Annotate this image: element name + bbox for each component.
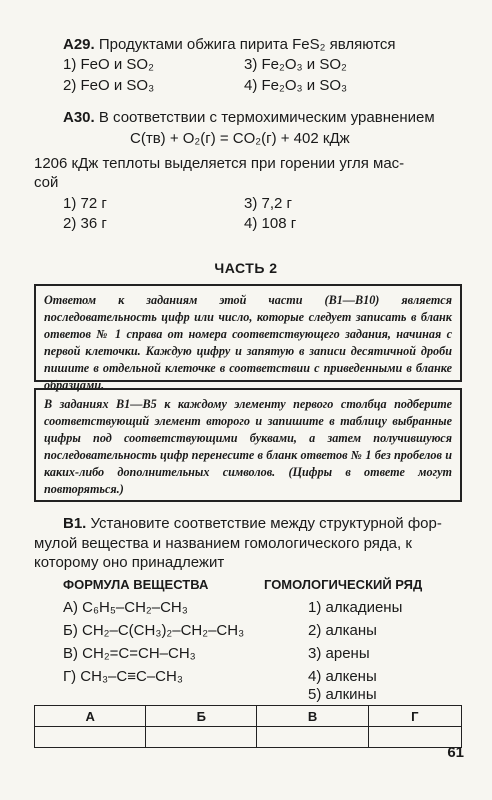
b1-series-2: 2) алканы	[308, 622, 377, 639]
b1-formula-g: Г) CH₃–C≡C–CH₃	[63, 668, 183, 685]
b1-question-text-1: Установите соответствие между структурной фор-	[90, 515, 442, 532]
a30-statement-line2: сой	[34, 174, 59, 191]
b1-answer-cell-b[interactable]	[146, 727, 257, 748]
b1-formula-header: ФОРМУЛА ВЕЩЕСТВА	[63, 577, 209, 592]
page-number: 61	[447, 744, 464, 761]
b1-answer-cell-v[interactable]	[257, 727, 368, 748]
b1-formula-v: В) CH₂=C=CH–CH₃	[63, 645, 196, 662]
a30-option-3: 3) 7,2 г	[244, 195, 292, 212]
a30-option-4: 4) 108 г	[244, 215, 297, 232]
b1-number: В1.	[63, 515, 87, 532]
part2-instruction-box-2	[34, 388, 462, 502]
a30-option-1: 1) 72 г	[63, 195, 107, 212]
a29-question-text: Продуктами обжига пирита FeS₂ являются	[98, 36, 396, 53]
b1-question-line2: мулой вещества и названием гомологического ряда, к	[34, 535, 412, 552]
a30-number: А30.	[63, 109, 95, 126]
part2-instruction-1: Ответом к заданиям этой части (В1—В10) является последовательность цифр или число, которые следует записать в бланк ответов № 1 справа от номера соответствующего задания, начиная с первой клеточки. Каждую цифру и запятую в записи десятичной дроби пишите в отдельной клеточке в соответствии с приведенными в бланке образцами.	[44, 293, 452, 392]
b1-question-line1	[63, 515, 442, 533]
b1-answer-header-g: Г	[368, 706, 461, 727]
a29-option-4: 4) Fe₂O₃ и SO₃	[244, 77, 348, 94]
b1-answer-cell-a[interactable]	[35, 727, 146, 748]
b1-formula-b: Б) CH₂–C(CH₃)₂–CH₂–CH₃	[63, 622, 245, 639]
b1-answer-table	[34, 705, 462, 748]
a29-question	[63, 36, 396, 54]
a30-question-text: В соответствии с термохимическим уравнением	[98, 109, 435, 126]
part2-instruction-box-1	[34, 284, 462, 392]
b1-series-header: ГОМОЛОГИЧЕСКИЙ РЯД	[264, 577, 423, 592]
a29-number: А29.	[63, 36, 95, 53]
a30-statement-line1: 1206 кДж теплоты выделяется при горении угля мас-	[34, 155, 405, 172]
b1-series-3: 3) арены	[308, 645, 370, 662]
b1-series-4: 4) алкены	[308, 668, 377, 685]
a29-option-1: 1) FeO и SO₂	[63, 56, 154, 73]
b1-series-5: 5) алкины	[308, 686, 377, 703]
a30-equation: C(тв) + O₂(г) = CO₂(г) + 402 кДж	[130, 130, 350, 147]
a29-option-2: 2) FeO и SO₃	[63, 77, 155, 94]
b1-question-line3: которому оно принадлежит	[34, 554, 225, 571]
b1-series-1: 1) алкадиены	[308, 599, 403, 616]
a30-question	[63, 109, 435, 127]
part2-instruction-2: В заданиях В1—В5 к каждому элементу первого столбца подберите соответствующий элемент второго и запишите в таблицу выбранные цифры под соответствующими буквами, а затем получившуюся последовательность цифр перенесите в бланк ответов № 1 без пробелов и каких-либо дополнительных символов. (Цифры в ответе могут повторяться.)	[44, 397, 452, 496]
a30-option-2: 2) 36 г	[63, 215, 107, 232]
part2-title: ЧАСТЬ 2	[214, 260, 278, 276]
b1-answer-header-b: Б	[146, 706, 257, 727]
a29-option-3: 3) Fe₂O₃ и SO₂	[244, 56, 347, 73]
b1-answer-header-a: А	[35, 706, 146, 727]
b1-formula-a: А) C₆H₅–CH₂–CH₃	[63, 599, 188, 616]
b1-answer-header-v: В	[257, 706, 368, 727]
